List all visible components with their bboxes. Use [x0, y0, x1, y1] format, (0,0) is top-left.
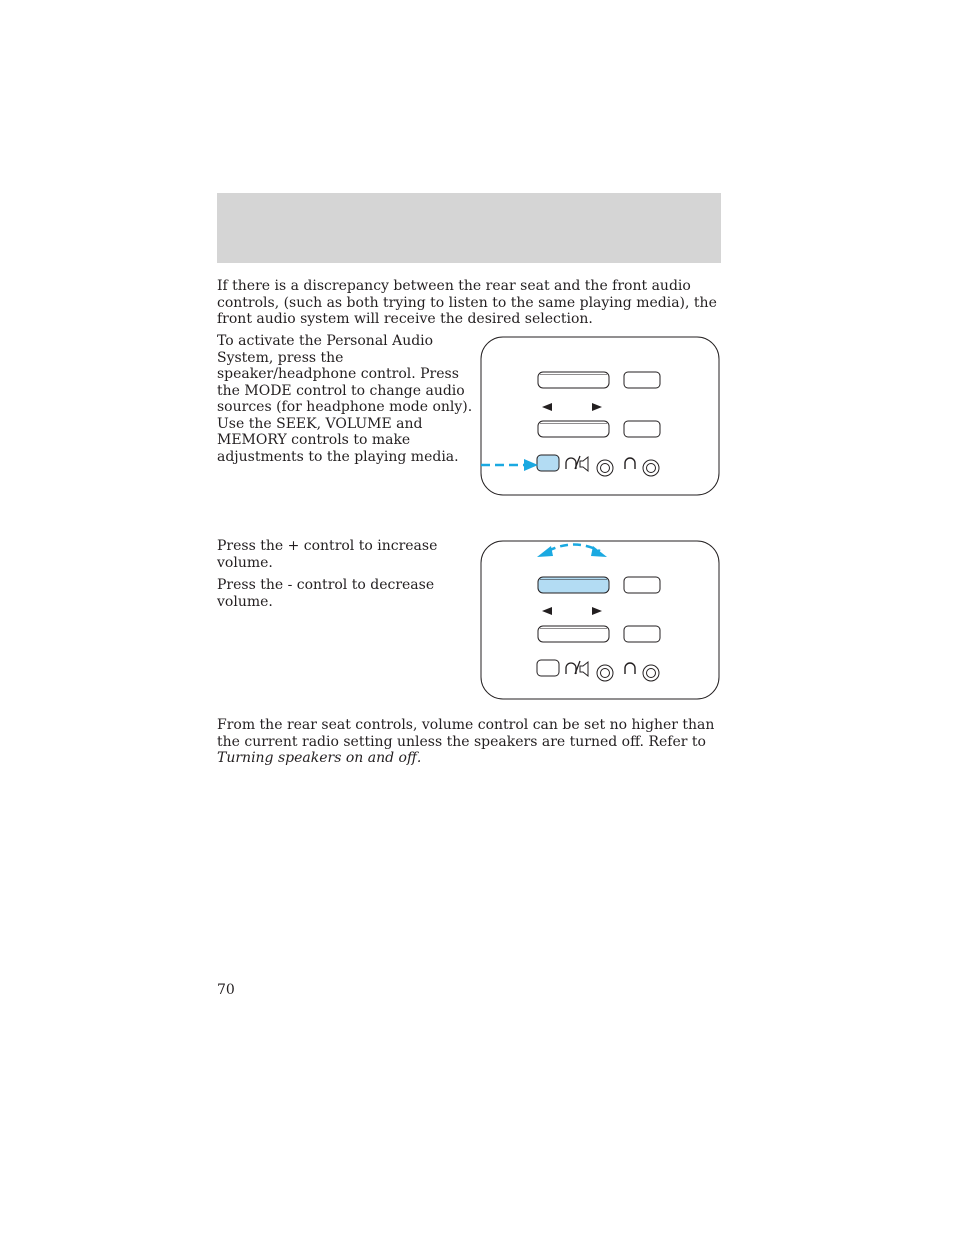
volume-limit-text: From the rear seat controls, volume control can be set no higher than the current radio setting unless the speakers are turned off. Refer to — [217, 717, 715, 750]
memory-button — [538, 421, 609, 437]
volume-limit-paragraph — [217, 717, 722, 767]
speakers-on-off-reference: Turning speakers on and off. — [217, 750, 422, 766]
small-button — [624, 626, 660, 642]
discrepancy-paragraph: If there is a discrepancy between the rear seat and the front audio controls, (such as both trying to listen to the same playing media), the front audio system will receive the desired selection. — [217, 278, 717, 327]
increase-volume-paragraph: Press the + control to increase volume. — [217, 538, 438, 571]
decrease-volume-paragraph: Press the - control to decrease volume. — [217, 577, 435, 610]
small-button — [624, 421, 660, 437]
mode-button — [624, 372, 660, 388]
volume-button — [538, 372, 609, 388]
mode-button — [624, 577, 660, 593]
page-number: 70 — [217, 982, 235, 998]
volume-button — [538, 577, 609, 593]
speaker-headphone-button — [537, 455, 559, 471]
rear-controls-figure-volume — [478, 539, 722, 701]
section-header-band — [217, 193, 721, 263]
memory-button — [538, 626, 609, 642]
activate-instructions-paragraph: To activate the Personal Audio System, press the speaker/headphone control. Press the MODE control to change audio sources (for headphone mode only). Use the SEEK, VOLUME and MEMORY controls to make adjustments to the playing media. — [217, 333, 473, 465]
dashed-pointer-arrow-icon — [478, 455, 540, 475]
speaker-headphone-button — [537, 660, 559, 676]
